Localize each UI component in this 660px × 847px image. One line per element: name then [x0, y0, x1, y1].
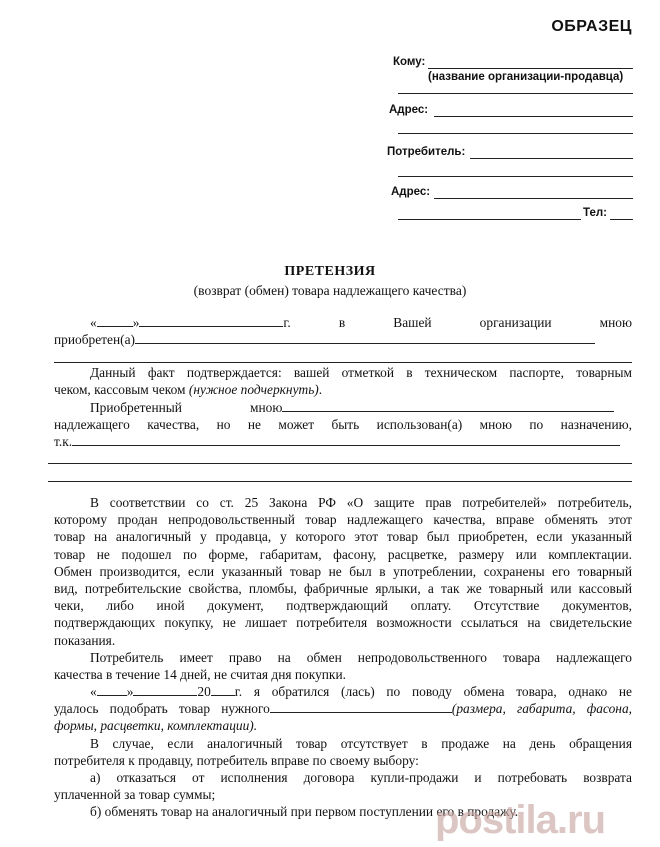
absence-paragraph: В случае, если аналогичный товар отсутствует в продаже на день обращения потребителя к продавцу, потребитель вправе по своему выбору:	[54, 736, 632, 769]
to-label: Кому:	[393, 56, 426, 68]
exchange-year-blank[interactable]	[211, 683, 235, 696]
law-paragraph: В соответствии со ст. 25 Закона РФ «О защите прав потребителей» потребитель, которому продан непродовольственный товар надлежащего качества, вправе обменять этот товар на аналогичный у продавца, у которого этот товар был приобретен, если указанный товар не подошел по форме, габаритам, фасону, расцветке, размеру или комплектации. Обмен производится, если указанный товар не был в употреблении, сохранены его товарный вид, потребительские свойства, пломбы, фабричные ярлыки, а так же товарный или кассовый чеки, либо иной документ, подтверждающий оплату. Отсутствие документов, подтверждающих покупку, не лишает потребителя возможности ссылаться на свидетельские показания.	[54, 495, 632, 648]
phone-field-line[interactable]	[610, 219, 633, 220]
item-blank[interactable]	[282, 399, 614, 412]
reason-blank-line-2[interactable]	[48, 463, 632, 464]
postila-watermark-logo	[431, 795, 646, 841]
to-hint: (название организации-продавца)	[428, 71, 624, 83]
address2-label: Адрес:	[391, 186, 431, 198]
to-field-line[interactable]	[428, 68, 633, 69]
proof-paragraph: Данный факт подтверждается: вашей отметкой в техническом паспорте, товарным чеком, кассовым чеком (нужное подчеркнуть).	[54, 365, 632, 398]
phone-label: Тел:	[583, 207, 607, 219]
product-blank[interactable]	[135, 331, 595, 344]
rights-paragraph: Потребитель имеет право на обмен непродовольственного товара надлежащего качества в течение 14 дней, не считая дня покупки.	[54, 650, 632, 683]
reason-blank-line-3[interactable]	[48, 481, 632, 482]
month-blank[interactable]	[139, 314, 283, 327]
purchase-paragraph: « » г. в Вашей организации мною приобретен(а)	[54, 315, 632, 348]
sample-label: ОБРАЗЕЦ	[551, 18, 632, 35]
defect-paragraph: Приобретенный мною надлежащего качества, но не может быть использован(а) мною по назначению, т.к.	[54, 400, 632, 450]
address-label: Адрес:	[389, 104, 429, 116]
address-field-line-2[interactable]	[398, 133, 633, 134]
address2-field-line[interactable]	[434, 198, 633, 199]
option-a-paragraph: а) отказаться от исполнения договора купли-продажи и потребовать возврата уплаченной за товар суммы;	[54, 770, 632, 803]
exchange-month-blank[interactable]	[133, 683, 197, 696]
day-blank[interactable]	[97, 314, 133, 327]
svg-text:postila.ru: postila.ru	[435, 798, 606, 841]
underline-hint: (нужное подчеркнуть)	[188, 382, 319, 398]
consumer-field-line-2[interactable]	[398, 176, 633, 177]
to-field-line-2[interactable]	[398, 93, 633, 94]
exchange-day-blank[interactable]	[97, 683, 127, 696]
option-b-paragraph: б) обменять товар на аналогичный при первом поступлении его в продажу.	[90, 804, 519, 819]
address-field-line[interactable]	[434, 116, 633, 117]
size-blank[interactable]	[270, 700, 452, 713]
claim-subtitle: (возврат (обмен) товара надлежащего качества)	[193, 283, 467, 298]
address2-field-line-2[interactable]	[398, 219, 581, 220]
consumer-field-line[interactable]	[470, 158, 633, 159]
product-blank-line-2[interactable]	[54, 362, 632, 363]
reason-blank[interactable]	[72, 433, 620, 446]
exchange-paragraph: « » 20 г. я обратился (лась) по поводу обмена товара, однако не удалось подобрать товар нужного (размера, габарита, фасона, формы, расцветки, комплектации).	[54, 684, 632, 734]
consumer-label: Потребитель:	[387, 146, 466, 158]
claim-title: ПРЕТЕНЗИЯ	[284, 264, 376, 279]
